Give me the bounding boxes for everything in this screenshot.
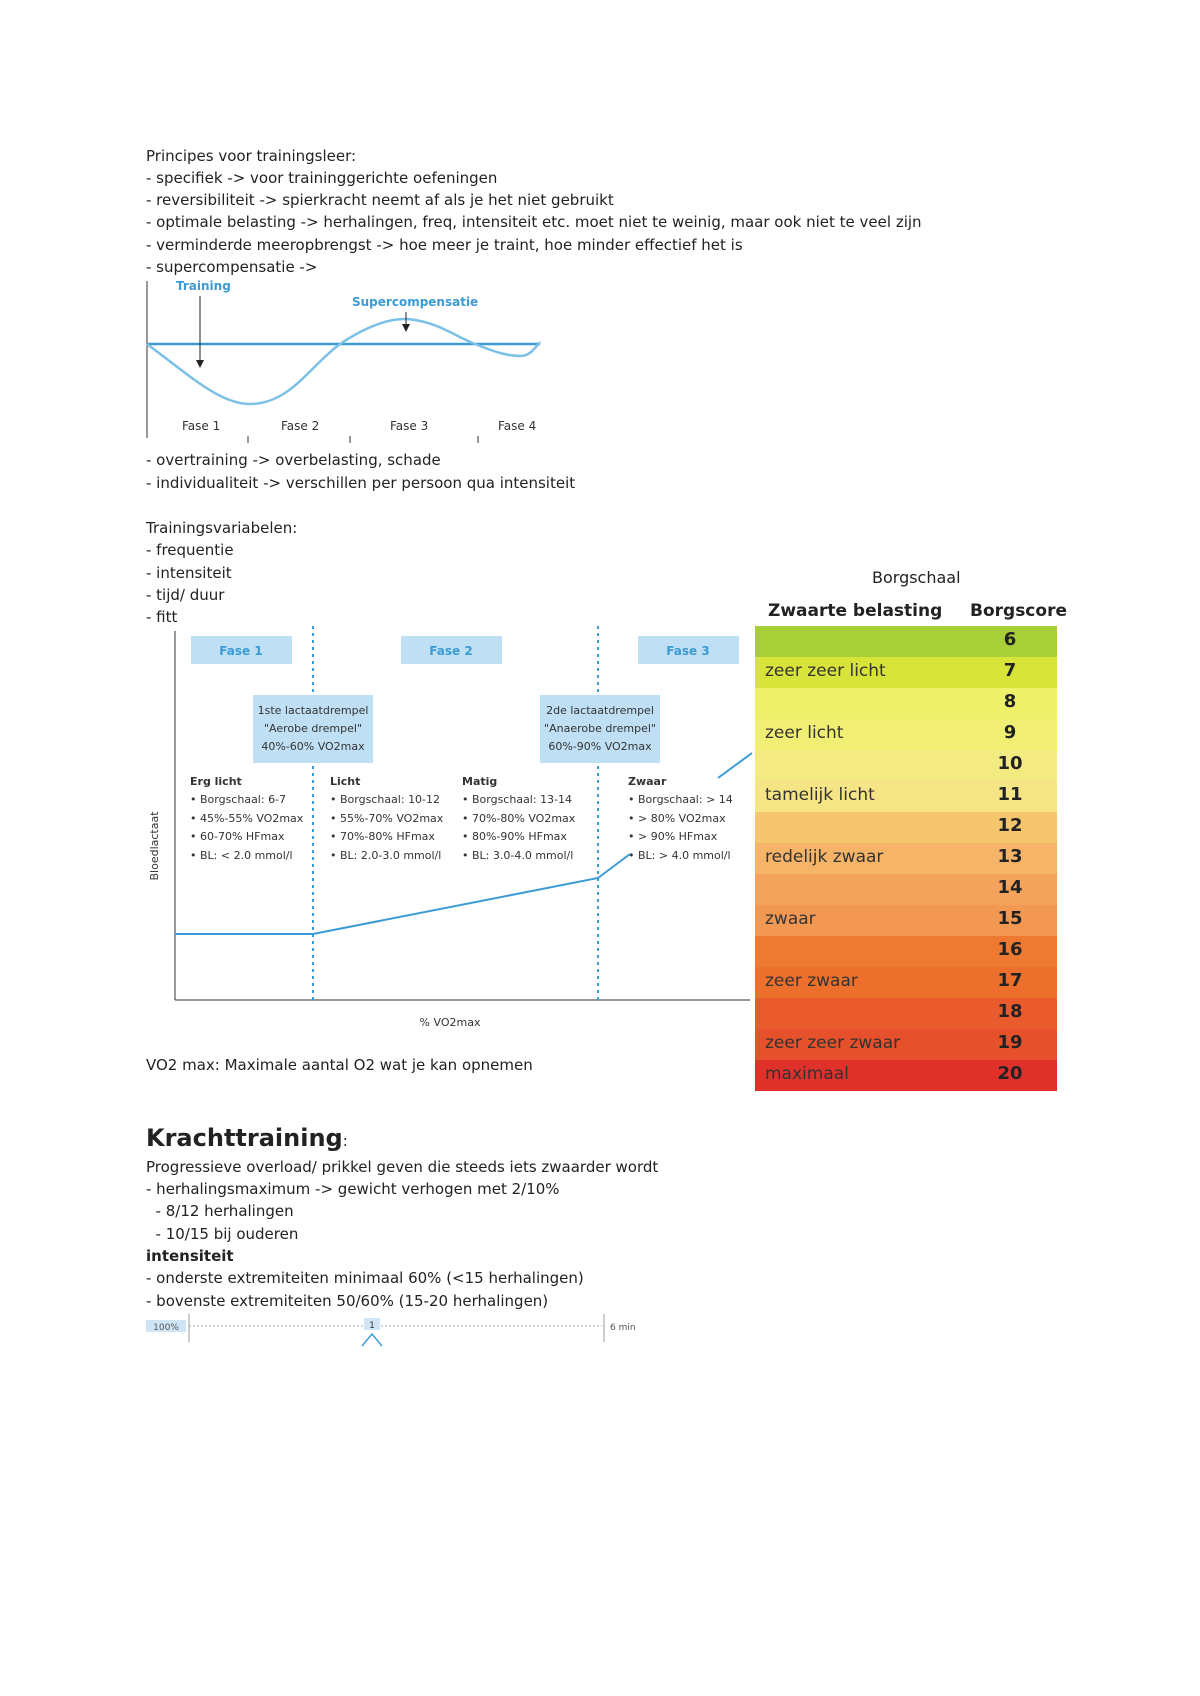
borg-score: 10 [997, 753, 1023, 774]
lactate-chart [140, 626, 755, 1036]
kracht-line: - herhalingsmaximum -> gewicht verhogen met 2/10% [146, 1180, 560, 1198]
borg-label: zwaar [765, 909, 816, 929]
intro-line: - verminderde meeropbrengst -> hoe meer je traint, hoe minder effectief het is [146, 236, 743, 254]
borg-row [755, 812, 1057, 843]
kracht-line: - 8/12 herhalingen [146, 1202, 294, 1220]
borg-row [755, 998, 1057, 1029]
borg-row [755, 905, 1057, 936]
zone-line: • Borgschaal: > 14 [628, 793, 733, 806]
zone-line: • 80%-90% HFmax [462, 830, 567, 843]
threshold1-line: "Aerobe drempel" [263, 722, 363, 735]
kracht-title-text: Krachttraining [146, 1124, 343, 1152]
zone-title: Erg licht [190, 775, 242, 788]
lactate-curve [175, 854, 630, 934]
borg-score: 16 [997, 939, 1023, 960]
threshold2-line: 60%-90% VO2max [548, 740, 652, 753]
variables-line: - fitt [146, 608, 178, 626]
borg-score: 15 [997, 908, 1023, 929]
timeline-end: 6 min [610, 1323, 636, 1333]
borg-score: 13 [997, 846, 1023, 867]
intro-line: - specifiek -> voor traininggerichte oefeningen [146, 169, 498, 187]
borg-label: tamelijk licht [765, 785, 875, 805]
kracht-line: - 10/15 bij ouderen [146, 1225, 299, 1243]
zone-line: • BL: > 4.0 mmol/l [628, 849, 731, 862]
borg-score: 6 [1003, 629, 1017, 650]
intro-title: Principes voor trainingsleer: [146, 147, 357, 165]
zone-line: • 60-70% HFmax [190, 830, 285, 843]
borg-score: 19 [997, 1032, 1023, 1053]
variables-title: Trainingsvariabelen: [146, 519, 298, 537]
x-axis-label: % VO2max [419, 1016, 481, 1029]
zone-title: Matig [462, 775, 498, 788]
threshold2-line: 2de lactaatdrempel [546, 704, 654, 717]
zone-line: • BL: 3.0-4.0 mmol/l [462, 849, 574, 862]
borg-label: maximaal [765, 1064, 849, 1084]
zone-line: • 45%-55% VO2max [190, 812, 304, 825]
zone-line: • > 90% HFmax [628, 830, 718, 843]
borg-table [755, 626, 1057, 1091]
kracht-line: - bovenste extremiteiten 50/60% (15-20 herhalingen) [146, 1292, 549, 1310]
borg-score: 18 [997, 1001, 1023, 1022]
borg-row [755, 750, 1057, 781]
zone-line: • Borgschaal: 13-14 [462, 793, 573, 806]
zone-line: • 70%-80% HFmax [330, 830, 435, 843]
zone-line: • > 80% VO2max [628, 812, 726, 825]
borg-row [755, 781, 1057, 812]
borg-score: 7 [1003, 660, 1017, 681]
borg-col-header: Borgscore [970, 601, 1067, 621]
lactate-curve-steep [718, 753, 752, 778]
zone-line: • BL: 2.0-3.0 mmol/l [330, 849, 442, 862]
borg-row [755, 1029, 1057, 1060]
intro-line: - optimale belasting -> herhalingen, freq, intensiteit etc. moet niet te weinig, maar ook niet te veel zijn [146, 213, 922, 231]
kracht-subhead: intensiteit [146, 1247, 234, 1265]
borg-col-header: Zwaarte belasting [768, 601, 943, 621]
zone-line: • 70%-80% VO2max [462, 812, 576, 825]
borg-label: redelijk zwaar [765, 847, 884, 867]
phase-label: Fase 1 [182, 419, 221, 433]
phase-tab: Fase 3 [666, 644, 710, 658]
vo2-note: VO2 max: Maximale aantal O2 wat je kan opnemen [146, 1056, 533, 1074]
borg-score: 14 [997, 877, 1023, 898]
threshold1-line: 1ste lactaatdrempel [257, 704, 369, 717]
phase-label: Fase 4 [498, 419, 537, 433]
intro-line: - supercompensatie -> [146, 258, 318, 276]
borg-score: 20 [997, 1063, 1023, 1084]
kracht-line: - onderste extremiteiten minimaal 60% (<15 herhalingen) [146, 1269, 584, 1287]
phase-label: Fase 3 [390, 419, 429, 433]
zone-line: • BL: < 2.0 mmol/l [190, 849, 293, 862]
borg-row [755, 1060, 1057, 1091]
borg-row [755, 843, 1057, 874]
borg-score: 9 [1003, 722, 1017, 743]
zone-title: Zwaar [628, 775, 667, 788]
timeline-strip [146, 1312, 646, 1348]
kracht-line: Progressieve overload/ prikkel geven die steeds iets zwaarder wordt [146, 1158, 659, 1176]
intro2-line: - individualiteit -> verschillen per persoon qua intensiteit [146, 474, 576, 492]
phase-label: Fase 2 [281, 419, 320, 433]
kracht-title-colon: : [342, 1132, 348, 1150]
borg-row [755, 657, 1057, 688]
intro-line: - reversibiliteit -> spierkracht neemt af als je het niet gebruikt [146, 191, 614, 209]
borg-score: 8 [1003, 691, 1017, 712]
borg-score: 12 [997, 815, 1023, 836]
borg-label: zeer zeer zwaar [765, 1033, 901, 1053]
borg-label: zeer zeer licht [765, 661, 886, 681]
kracht-title [146, 1124, 348, 1152]
y-axis-label: Bloedlactaat [148, 811, 161, 881]
variables-line: - frequentie [146, 541, 234, 559]
borg-score: 17 [997, 970, 1023, 991]
variables-line: - intensiteit [146, 564, 232, 582]
borg-score: 11 [997, 784, 1023, 805]
timeline-start: 100% [153, 1323, 179, 1333]
borg-row [755, 874, 1057, 905]
phase-tab: Fase 2 [429, 644, 473, 658]
borg-label: zeer zwaar [765, 971, 858, 991]
borg-title: Borgschaal [872, 568, 961, 587]
borg-row [755, 719, 1057, 750]
borg-row [755, 688, 1057, 719]
borg-row [755, 936, 1057, 967]
zone-title: Licht [330, 775, 361, 788]
supercompensatie-label: Supercompensatie [352, 295, 479, 309]
borg-row [755, 626, 1057, 657]
timeline-marker: 1 [369, 1321, 375, 1331]
variables-line: - tijd/ duur [146, 586, 225, 604]
zone-line: • Borgschaal: 6-7 [190, 793, 287, 806]
supercompensation-chart [140, 276, 560, 446]
threshold2-line: "Anaerobe drempel" [544, 722, 656, 735]
intro2-line: - overtraining -> overbelasting, schade [146, 451, 441, 469]
borg-label: zeer licht [765, 723, 844, 743]
training-label: Training [176, 279, 231, 293]
zone-line: • 55%-70% VO2max [330, 812, 444, 825]
zone-line: • Borgschaal: 10-12 [330, 793, 441, 806]
threshold1-line: 40%-60% VO2max [261, 740, 365, 753]
phase-tab: Fase 1 [219, 644, 263, 658]
borg-row [755, 967, 1057, 998]
